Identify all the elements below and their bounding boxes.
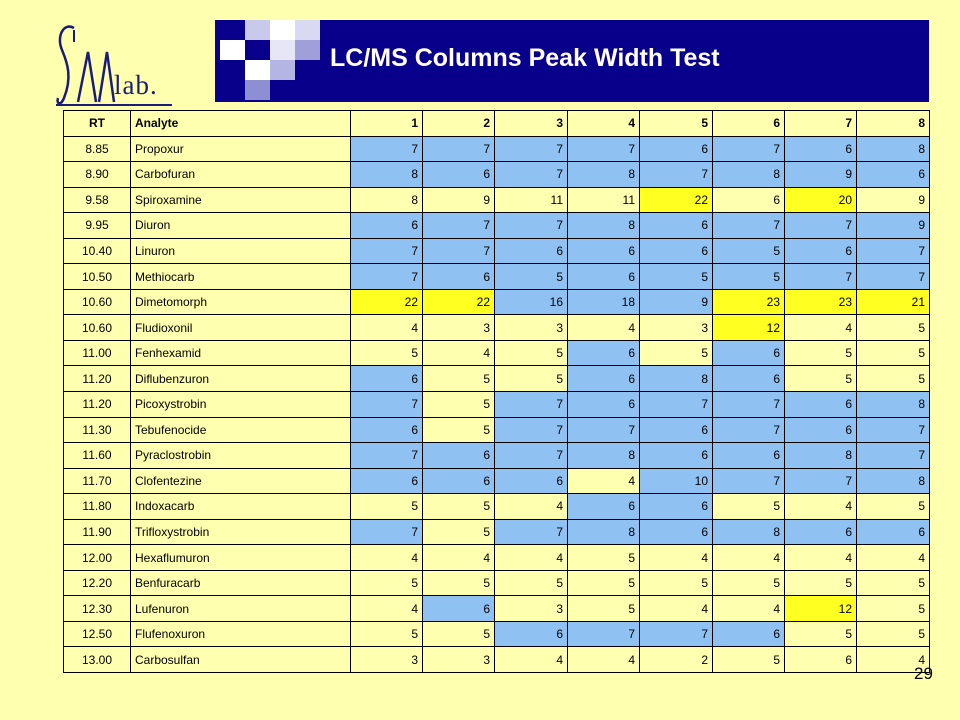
value-cell: 7 bbox=[351, 264, 423, 290]
value-cell: 5 bbox=[495, 366, 568, 392]
title-banner bbox=[215, 20, 929, 102]
value-cell: 7 bbox=[568, 136, 640, 162]
table-row bbox=[64, 417, 930, 443]
peak-width-table bbox=[63, 110, 930, 673]
value-cell: 5 bbox=[568, 545, 640, 571]
analyte-cell: Linuron bbox=[131, 238, 351, 264]
table-row bbox=[64, 315, 930, 341]
value-cell: 3 bbox=[640, 315, 713, 341]
value-cell: 4 bbox=[857, 647, 930, 673]
table-row bbox=[64, 443, 930, 469]
analyte-cell: Benfuracarb bbox=[131, 570, 351, 596]
analyte-cell: Fludioxonil bbox=[131, 315, 351, 341]
value-cell: 7 bbox=[568, 621, 640, 647]
value-cell: 6 bbox=[785, 519, 857, 545]
value-cell: 6 bbox=[423, 264, 495, 290]
value-cell: 4 bbox=[423, 340, 495, 366]
table-row bbox=[64, 596, 930, 622]
value-cell: 11 bbox=[495, 187, 568, 213]
value-cell: 6 bbox=[351, 468, 423, 494]
value-cell: 5 bbox=[713, 264, 785, 290]
value-cell: 7 bbox=[713, 213, 785, 239]
rt-cell: 8.90 bbox=[64, 162, 131, 188]
column-header: 6 bbox=[713, 111, 785, 137]
value-cell: 6 bbox=[640, 213, 713, 239]
analyte-cell: Dimetomorph bbox=[131, 289, 351, 315]
value-cell: 7 bbox=[785, 213, 857, 239]
value-cell: 4 bbox=[568, 468, 640, 494]
table-row bbox=[64, 647, 930, 673]
value-cell: 7 bbox=[568, 417, 640, 443]
value-cell: 6 bbox=[785, 136, 857, 162]
value-cell: 6 bbox=[640, 136, 713, 162]
value-cell: 6 bbox=[423, 596, 495, 622]
value-cell: 8 bbox=[785, 443, 857, 469]
value-cell: 23 bbox=[785, 289, 857, 315]
analyte-cell: Pyraclostrobin bbox=[131, 443, 351, 469]
value-cell: 5 bbox=[423, 519, 495, 545]
rt-cell: 10.50 bbox=[64, 264, 131, 290]
value-cell: 4 bbox=[713, 545, 785, 571]
value-cell: 4 bbox=[785, 494, 857, 520]
value-cell: 5 bbox=[857, 315, 930, 341]
value-cell: 6 bbox=[351, 417, 423, 443]
value-cell: 5 bbox=[785, 621, 857, 647]
value-cell: 6 bbox=[495, 468, 568, 494]
value-cell: 9 bbox=[857, 187, 930, 213]
value-cell: 10 bbox=[640, 468, 713, 494]
value-cell: 7 bbox=[785, 264, 857, 290]
value-cell: 4 bbox=[785, 315, 857, 341]
value-cell: 4 bbox=[495, 647, 568, 673]
rt-cell: 12.20 bbox=[64, 570, 131, 596]
value-cell: 5 bbox=[495, 340, 568, 366]
analyte-cell: Picoxystrobin bbox=[131, 392, 351, 418]
value-cell: 5 bbox=[857, 340, 930, 366]
analyte-cell: Diflubenzuron bbox=[131, 366, 351, 392]
value-cell: 7 bbox=[351, 136, 423, 162]
table-row bbox=[64, 468, 930, 494]
value-cell: 6 bbox=[640, 519, 713, 545]
value-cell: 3 bbox=[495, 596, 568, 622]
value-cell: 6 bbox=[568, 238, 640, 264]
value-cell: 8 bbox=[351, 162, 423, 188]
value-cell: 5 bbox=[857, 621, 930, 647]
value-cell: 4 bbox=[785, 545, 857, 571]
rt-cell: 11.20 bbox=[64, 366, 131, 392]
value-cell: 6 bbox=[785, 647, 857, 673]
value-cell: 3 bbox=[351, 647, 423, 673]
value-cell: 22 bbox=[351, 289, 423, 315]
value-cell: 8 bbox=[640, 366, 713, 392]
value-cell: 6 bbox=[713, 443, 785, 469]
value-cell: 21 bbox=[857, 289, 930, 315]
value-cell: 6 bbox=[785, 238, 857, 264]
value-cell: 4 bbox=[351, 596, 423, 622]
value-cell: 7 bbox=[713, 392, 785, 418]
value-cell: 3 bbox=[423, 647, 495, 673]
page-title: LC/MS Columns Peak Width Test bbox=[330, 44, 720, 72]
value-cell: 22 bbox=[640, 187, 713, 213]
value-cell: 7 bbox=[713, 468, 785, 494]
analyte-cell: Clofentezine bbox=[131, 468, 351, 494]
value-cell: 7 bbox=[857, 417, 930, 443]
value-cell: 5 bbox=[423, 392, 495, 418]
value-cell: 6 bbox=[423, 443, 495, 469]
value-cell: 7 bbox=[857, 264, 930, 290]
value-cell: 9 bbox=[785, 162, 857, 188]
analyte-cell: Lufenuron bbox=[131, 596, 351, 622]
column-header: 4 bbox=[568, 111, 640, 137]
rt-cell: 9.58 bbox=[64, 187, 131, 213]
value-cell: 7 bbox=[857, 238, 930, 264]
value-cell: 5 bbox=[857, 596, 930, 622]
analyte-cell: Trifloxystrobin bbox=[131, 519, 351, 545]
value-cell: 6 bbox=[785, 417, 857, 443]
value-cell: 16 bbox=[495, 289, 568, 315]
value-cell: 5 bbox=[857, 570, 930, 596]
column-header: 5 bbox=[640, 111, 713, 137]
value-cell: 4 bbox=[640, 596, 713, 622]
value-cell: 4 bbox=[351, 315, 423, 341]
value-cell: 7 bbox=[423, 213, 495, 239]
column-header: 8 bbox=[857, 111, 930, 137]
value-cell: 5 bbox=[423, 366, 495, 392]
rt-cell: 12.00 bbox=[64, 545, 131, 571]
value-cell: 7 bbox=[351, 443, 423, 469]
value-cell: 8 bbox=[568, 443, 640, 469]
value-cell: 5 bbox=[568, 596, 640, 622]
table-row bbox=[64, 162, 930, 188]
value-cell: 23 bbox=[713, 289, 785, 315]
value-cell: 12 bbox=[713, 315, 785, 341]
value-cell: 6 bbox=[423, 468, 495, 494]
value-cell: 9 bbox=[423, 187, 495, 213]
analyte-cell: Tebufenocide bbox=[131, 417, 351, 443]
value-cell: 7 bbox=[785, 468, 857, 494]
analyte-cell: Hexaflumuron bbox=[131, 545, 351, 571]
value-cell: 6 bbox=[495, 238, 568, 264]
value-cell: 8 bbox=[857, 136, 930, 162]
value-cell: 4 bbox=[713, 596, 785, 622]
value-cell: 20 bbox=[785, 187, 857, 213]
value-cell: 5 bbox=[640, 340, 713, 366]
value-cell: 6 bbox=[351, 213, 423, 239]
value-cell: 7 bbox=[423, 238, 495, 264]
value-cell: 8 bbox=[713, 519, 785, 545]
value-cell: 5 bbox=[423, 570, 495, 596]
value-cell: 5 bbox=[568, 570, 640, 596]
table-row bbox=[64, 570, 930, 596]
rt-cell: 11.60 bbox=[64, 443, 131, 469]
analyte-cell: Flufenoxuron bbox=[131, 621, 351, 647]
value-cell: 7 bbox=[495, 392, 568, 418]
value-cell: 7 bbox=[640, 162, 713, 188]
value-cell: 6 bbox=[713, 621, 785, 647]
value-cell: 7 bbox=[495, 213, 568, 239]
value-cell: 5 bbox=[495, 570, 568, 596]
page-number: 29 bbox=[914, 664, 933, 683]
table-row bbox=[64, 136, 930, 162]
value-cell: 4 bbox=[640, 545, 713, 571]
value-cell: 6 bbox=[568, 264, 640, 290]
column-header: 1 bbox=[351, 111, 423, 137]
value-cell: 5 bbox=[351, 621, 423, 647]
value-cell: 6 bbox=[857, 162, 930, 188]
value-cell: 7 bbox=[857, 443, 930, 469]
table-row bbox=[64, 264, 930, 290]
value-cell: 7 bbox=[351, 392, 423, 418]
value-cell: 11 bbox=[568, 187, 640, 213]
value-cell: 5 bbox=[640, 570, 713, 596]
rt-cell: 11.20 bbox=[64, 392, 131, 418]
value-cell: 4 bbox=[351, 545, 423, 571]
value-cell: 6 bbox=[785, 392, 857, 418]
analyte-cell: Carbosulfan bbox=[131, 647, 351, 673]
value-cell: 8 bbox=[351, 187, 423, 213]
rt-cell: 13.00 bbox=[64, 647, 131, 673]
analyte-cell: Spiroxamine bbox=[131, 187, 351, 213]
rt-cell: 10.40 bbox=[64, 238, 131, 264]
value-cell: 5 bbox=[640, 264, 713, 290]
value-cell: 8 bbox=[568, 213, 640, 239]
value-cell: 7 bbox=[495, 162, 568, 188]
value-cell: 3 bbox=[423, 315, 495, 341]
value-cell: 5 bbox=[423, 621, 495, 647]
table-row bbox=[64, 519, 930, 545]
value-cell: 5 bbox=[495, 264, 568, 290]
value-cell: 7 bbox=[495, 519, 568, 545]
value-cell: 5 bbox=[713, 647, 785, 673]
rt-cell: 11.90 bbox=[64, 519, 131, 545]
table-row bbox=[64, 340, 930, 366]
value-cell: 5 bbox=[713, 570, 785, 596]
value-cell: 5 bbox=[423, 494, 495, 520]
rt-cell: 8.85 bbox=[64, 136, 131, 162]
value-cell: 9 bbox=[640, 289, 713, 315]
value-cell: 6 bbox=[568, 340, 640, 366]
table-row bbox=[64, 392, 930, 418]
value-cell: 6 bbox=[351, 366, 423, 392]
value-cell: 7 bbox=[495, 417, 568, 443]
column-header: Analyte bbox=[131, 111, 351, 137]
value-cell: 7 bbox=[495, 136, 568, 162]
value-cell: 3 bbox=[495, 315, 568, 341]
table-row bbox=[64, 494, 930, 520]
rt-cell: 9.95 bbox=[64, 213, 131, 239]
value-cell: 5 bbox=[351, 494, 423, 520]
value-cell: 4 bbox=[568, 315, 640, 341]
value-cell: 4 bbox=[495, 545, 568, 571]
analyte-cell: Carbofuran bbox=[131, 162, 351, 188]
value-cell: 6 bbox=[640, 238, 713, 264]
analyte-cell: Propoxur bbox=[131, 136, 351, 162]
table-row bbox=[64, 213, 930, 239]
value-cell: 2 bbox=[640, 647, 713, 673]
value-cell: 7 bbox=[713, 417, 785, 443]
value-cell: 6 bbox=[713, 340, 785, 366]
sal-lab-logo bbox=[52, 22, 177, 108]
value-cell: 5 bbox=[423, 417, 495, 443]
value-cell: 4 bbox=[423, 545, 495, 571]
value-cell: 6 bbox=[857, 519, 930, 545]
value-cell: 22 bbox=[423, 289, 495, 315]
table-row bbox=[64, 366, 930, 392]
value-cell: 7 bbox=[640, 392, 713, 418]
value-cell: 12 bbox=[785, 596, 857, 622]
rt-cell: 11.00 bbox=[64, 340, 131, 366]
rt-cell: 11.70 bbox=[64, 468, 131, 494]
rt-cell: 10.60 bbox=[64, 315, 131, 341]
value-cell: 5 bbox=[785, 366, 857, 392]
column-header: RT bbox=[64, 111, 131, 137]
value-cell: 5 bbox=[857, 366, 930, 392]
column-header: 2 bbox=[423, 111, 495, 137]
analyte-cell: Methiocarb bbox=[131, 264, 351, 290]
value-cell: 8 bbox=[568, 162, 640, 188]
rt-cell: 11.80 bbox=[64, 494, 131, 520]
logo-lab-text: lab. bbox=[114, 70, 158, 100]
rt-cell: 12.50 bbox=[64, 621, 131, 647]
value-cell: 4 bbox=[568, 647, 640, 673]
value-cell: 18 bbox=[568, 289, 640, 315]
analyte-cell: Diuron bbox=[131, 213, 351, 239]
value-cell: 6 bbox=[640, 494, 713, 520]
value-cell: 4 bbox=[857, 545, 930, 571]
table-row bbox=[64, 289, 930, 315]
table-header-row bbox=[64, 111, 930, 137]
table-row bbox=[64, 238, 930, 264]
column-header: 3 bbox=[495, 111, 568, 137]
value-cell: 6 bbox=[640, 443, 713, 469]
value-cell: 5 bbox=[857, 494, 930, 520]
value-cell: 7 bbox=[495, 443, 568, 469]
table-row bbox=[64, 621, 930, 647]
value-cell: 8 bbox=[857, 392, 930, 418]
value-cell: 7 bbox=[713, 136, 785, 162]
analyte-cell: Fenhexamid bbox=[131, 340, 351, 366]
rt-cell: 11.30 bbox=[64, 417, 131, 443]
value-cell: 5 bbox=[713, 238, 785, 264]
value-cell: 6 bbox=[568, 392, 640, 418]
column-header: 7 bbox=[785, 111, 857, 137]
value-cell: 7 bbox=[640, 621, 713, 647]
value-cell: 6 bbox=[423, 162, 495, 188]
value-cell: 5 bbox=[351, 570, 423, 596]
table-row bbox=[64, 545, 930, 571]
value-cell: 8 bbox=[857, 468, 930, 494]
value-cell: 8 bbox=[568, 519, 640, 545]
value-cell: 7 bbox=[423, 136, 495, 162]
value-cell: 7 bbox=[351, 238, 423, 264]
table-row bbox=[64, 187, 930, 213]
rt-cell: 12.30 bbox=[64, 596, 131, 622]
analyte-cell: Indoxacarb bbox=[131, 494, 351, 520]
value-cell: 6 bbox=[495, 621, 568, 647]
value-cell: 5 bbox=[785, 570, 857, 596]
value-cell: 6 bbox=[713, 366, 785, 392]
value-cell: 7 bbox=[351, 519, 423, 545]
value-cell: 6 bbox=[713, 187, 785, 213]
value-cell: 6 bbox=[568, 494, 640, 520]
value-cell: 5 bbox=[785, 340, 857, 366]
value-cell: 5 bbox=[713, 494, 785, 520]
value-cell: 6 bbox=[640, 417, 713, 443]
rt-cell: 10.60 bbox=[64, 289, 131, 315]
value-cell: 4 bbox=[495, 494, 568, 520]
value-cell: 5 bbox=[351, 340, 423, 366]
value-cell: 8 bbox=[713, 162, 785, 188]
value-cell: 9 bbox=[857, 213, 930, 239]
value-cell: 6 bbox=[568, 366, 640, 392]
